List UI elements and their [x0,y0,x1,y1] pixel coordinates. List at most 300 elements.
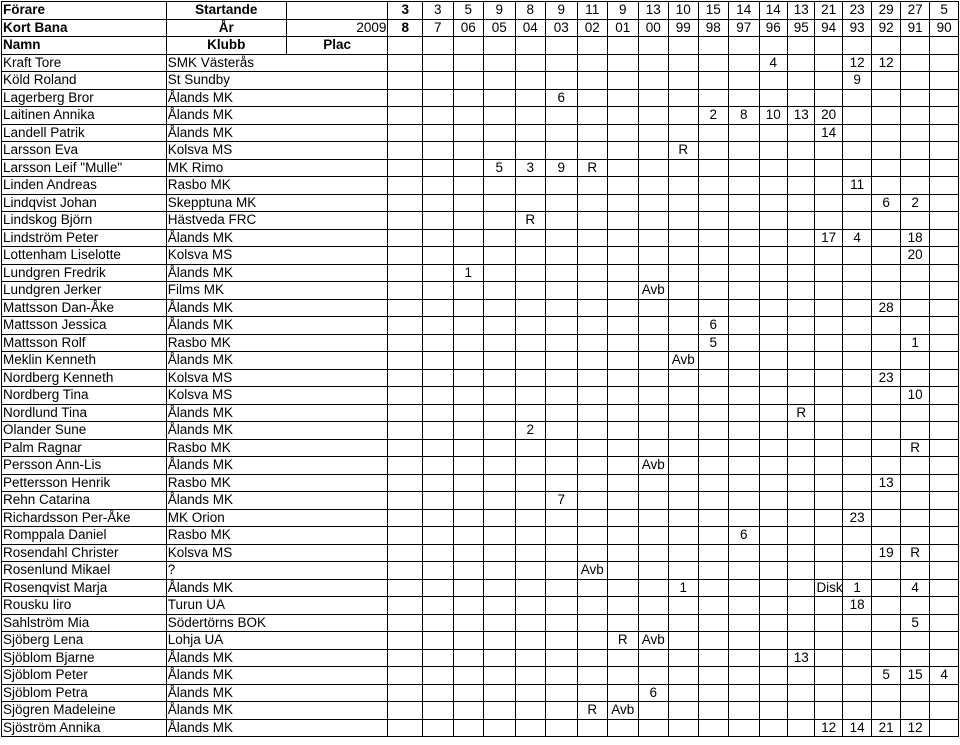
result-cell [815,492,842,510]
result-cell [577,474,608,492]
plac-empty-cell [698,37,729,55]
result-cell [930,562,959,580]
result-cell [930,317,959,335]
table-row [2,527,959,545]
result-cell [787,177,814,195]
result-cell [787,684,814,702]
result-cell [515,457,546,475]
result-cell [484,212,516,230]
plac-empty-cell [388,37,423,55]
result-cell [546,124,578,142]
result-cell [669,492,698,510]
driver-name: Rehn Catarina [2,492,167,510]
starters-count-cell: 10 [669,2,698,20]
result-cell [900,282,929,300]
result-cell [546,562,578,580]
result-cell [388,597,423,615]
result-cell [388,387,423,405]
result-cell [698,527,729,545]
ar-header: År [166,19,286,37]
result-cell [453,684,484,702]
result-cell [842,89,871,107]
starters-count-cell: 8 [515,2,546,20]
result-cell [453,124,484,142]
result-cell: 9 [546,159,578,177]
result-cell [577,299,608,317]
result-cell [900,509,929,527]
result-cell [608,422,639,440]
result-cell [577,282,608,300]
result-cell [815,194,842,212]
result-cell [546,194,578,212]
result-cell [515,579,546,597]
result-cell: 1 [842,579,871,597]
result-cell: R [900,439,929,457]
result-cell: 5 [872,667,900,685]
plac-header: Plac [286,37,388,55]
result-cell: Avb [638,632,669,650]
club-name: Kolsva MS [166,247,388,265]
result-cell: 21 [872,719,900,737]
result-cell [423,474,454,492]
result-cell [872,614,900,632]
result-cell [388,422,423,440]
result-cell [815,597,842,615]
result-cell [453,334,484,352]
result-cell [453,352,484,370]
result-cell [698,457,729,475]
result-cell [388,352,423,370]
result-cell [930,229,959,247]
result-cell [515,527,546,545]
result-cell [872,247,900,265]
result-cell [759,387,787,405]
result-cell [388,177,423,195]
result-cell [515,299,546,317]
result-cell [388,702,423,720]
result-cell [546,614,578,632]
result-cell [546,579,578,597]
result-cell [638,369,669,387]
plac-empty-cell [453,37,484,55]
result-cell [515,177,546,195]
driver-name: Lundgren Fredrik [2,264,167,282]
result-cell [759,422,787,440]
table-row [2,124,959,142]
result-cell [787,72,814,90]
table-row [2,317,959,335]
result-cell [872,404,900,422]
driver-name: Lindström Peter [2,229,167,247]
result-cell [453,369,484,387]
result-cell [546,527,578,545]
result-cell [638,352,669,370]
result-cell [930,439,959,457]
result-cell [484,89,516,107]
result-cell [546,597,578,615]
result-cell: 13 [872,474,900,492]
result-cell [388,649,423,667]
club-name: Ålands MK [166,107,388,125]
result-cell [669,317,698,335]
result-cell [669,177,698,195]
result-cell [423,142,454,160]
result-cell [729,474,760,492]
club-name: Rasbo MK [166,439,388,457]
club-name: Ålands MK [166,579,388,597]
result-cell [872,124,900,142]
driver-name: Kraft Tore [2,54,167,72]
result-cell [815,142,842,160]
result-cell [388,509,423,527]
result-cell [759,142,787,160]
result-cell [577,579,608,597]
result-cell [608,649,639,667]
year-cell: 94 [815,19,842,37]
result-cell [729,597,760,615]
result-cell [423,177,454,195]
result-cell: R [577,702,608,720]
result-cell [872,492,900,510]
result-cell: 4 [842,229,871,247]
result-cell [546,212,578,230]
table-row [2,264,959,282]
result-cell [484,474,516,492]
driver-name: Köld Roland [2,72,167,90]
result-cell [900,457,929,475]
club-name: Ålands MK [166,684,388,702]
starters-count-cell: 13 [638,2,669,20]
year-cell: 95 [787,19,814,37]
result-cell [515,474,546,492]
result-cell [515,544,546,562]
result-cell [729,387,760,405]
result-cell [669,527,698,545]
year-cell: 7 [423,19,454,37]
result-cell [484,439,516,457]
result-cell [453,562,484,580]
result-cell: 12 [872,54,900,72]
result-cell [453,474,484,492]
result-cell [453,282,484,300]
forare-header: Förare [2,2,167,20]
result-cell [872,439,900,457]
result-cell [669,702,698,720]
driver-name: Mattsson Dan-Åke [2,299,167,317]
result-cell [759,544,787,562]
result-cell [453,632,484,650]
result-cell [453,527,484,545]
plac-empty-cell [842,37,871,55]
club-name: Rasbo MK [166,474,388,492]
result-cell: R [900,544,929,562]
result-cell [577,719,608,737]
result-cell [698,544,729,562]
result-cell [787,544,814,562]
result-cell [815,527,842,545]
result-cell [729,649,760,667]
driver-name: Larsson Leif "Mulle" [2,159,167,177]
blank-header [286,2,388,20]
club-name: Skepptuna MK [166,194,388,212]
result-cell [515,439,546,457]
result-cell [484,177,516,195]
table-row [2,614,959,632]
result-cell [669,299,698,317]
result-cell [759,352,787,370]
result-cell [423,194,454,212]
result-cell [669,124,698,142]
result-cell [930,247,959,265]
result-cell [900,527,929,545]
table-row [2,89,959,107]
club-name: ? [166,562,388,580]
result-cell [638,89,669,107]
header-row-1 [2,2,959,20]
club-name: Rasbo MK [166,177,388,195]
result-cell: 10 [900,387,929,405]
result-cell [453,649,484,667]
starters-count-cell: 9 [608,2,639,20]
result-cell [423,684,454,702]
result-cell [872,107,900,125]
year-cell: 04 [515,19,546,37]
result-cell: 6 [698,317,729,335]
result-cell: 3 [515,159,546,177]
result-cell [787,457,814,475]
result-cell [546,334,578,352]
result-cell [759,124,787,142]
result-cell [787,229,814,247]
result-cell [388,299,423,317]
club-name: Lohja UA [166,632,388,650]
result-cell [669,509,698,527]
result-cell [484,387,516,405]
club-name: Ålands MK [166,229,388,247]
plac-empty-cell [638,37,669,55]
table-row [2,404,959,422]
result-cell [930,404,959,422]
starters-count-cell: 11 [577,2,608,20]
result-cell [815,159,842,177]
result-cell [669,544,698,562]
result-cell [388,89,423,107]
result-cell [842,544,871,562]
result-cell [842,614,871,632]
result-cell [815,614,842,632]
result-cell [638,614,669,632]
result-cell [815,369,842,387]
result-cell [729,684,760,702]
result-cell [842,474,871,492]
result-cell [453,229,484,247]
result-cell [815,89,842,107]
result-cell: 23 [842,509,871,527]
result-cell [608,404,639,422]
result-cell [423,492,454,510]
year-cell: 96 [759,19,787,37]
result-cell [787,719,814,737]
result-cell [608,54,639,72]
result-cell [546,369,578,387]
result-cell [842,667,871,685]
result-cell [815,422,842,440]
table-row [2,369,959,387]
driver-name: Larsson Eva [2,142,167,160]
table-row [2,597,959,615]
result-cell [388,719,423,737]
result-cell [930,334,959,352]
result-cell [669,264,698,282]
result-cell [900,684,929,702]
result-cell [787,422,814,440]
result-cell [729,159,760,177]
result-cell [930,177,959,195]
result-cell [388,194,423,212]
result-cell [453,544,484,562]
result-cell [842,684,871,702]
result-cell [872,422,900,440]
result-cell [729,194,760,212]
driver-name: Rosenqvist Marja [2,579,167,597]
starters-count-cell: 27 [900,2,929,20]
result-cell [453,719,484,737]
result-cell [423,229,454,247]
result-cell [577,317,608,335]
result-cell: 19 [872,544,900,562]
result-cell [515,369,546,387]
result-cell [515,264,546,282]
result-cell [815,684,842,702]
result-cell: Avb [638,282,669,300]
result-cell [815,54,842,72]
result-cell [787,702,814,720]
club-name: Ålands MK [166,457,388,475]
result-cell [638,527,669,545]
result-cell [815,72,842,90]
result-cell: R [669,142,698,160]
plac-empty-cell [484,37,516,55]
club-name: St Sundby [166,72,388,90]
result-cell: 4 [930,667,959,685]
result-cell [842,212,871,230]
result-cell [669,54,698,72]
result-cell [698,369,729,387]
result-cell [608,334,639,352]
result-cell [608,352,639,370]
result-cell [423,544,454,562]
result-cell: 17 [815,229,842,247]
result-cell [930,579,959,597]
result-cell [787,299,814,317]
result-cell [842,527,871,545]
driver-name: Richardsson Per-Åke [2,509,167,527]
result-cell [815,702,842,720]
result-cell [388,247,423,265]
result-cell [515,247,546,265]
result-cell [669,632,698,650]
result-cell [872,317,900,335]
result-cell [698,352,729,370]
result-cell [787,527,814,545]
result-cell [577,439,608,457]
result-cell [930,159,959,177]
driver-name: Sjöblom Peter [2,667,167,685]
result-cell [759,614,787,632]
result-cell [484,509,516,527]
result-cell [930,492,959,510]
result-cell [484,492,516,510]
result-cell: 7 [546,492,578,510]
result-cell [787,474,814,492]
result-cell [388,562,423,580]
result-cell [669,72,698,90]
result-cell [608,527,639,545]
result-cell [388,107,423,125]
year-cell: 90 [930,19,959,37]
result-cell [423,317,454,335]
result-cell [669,422,698,440]
table-row [2,299,959,317]
result-cell [423,212,454,230]
result-cell [872,702,900,720]
result-cell [669,387,698,405]
result-cell [698,422,729,440]
result-cell [698,719,729,737]
result-cell [787,282,814,300]
result-cell [759,667,787,685]
result-cell [423,579,454,597]
result-cell: 5 [698,334,729,352]
result-cell [484,614,516,632]
result-cell [900,142,929,160]
result-cell [787,264,814,282]
result-cell [815,264,842,282]
result-cell [388,212,423,230]
result-cell [608,194,639,212]
table-row [2,229,959,247]
result-cell [930,194,959,212]
result-cell [546,649,578,667]
club-name: Films MK [166,282,388,300]
club-name: MK Rimo [166,159,388,177]
table-row [2,702,959,720]
result-cell [669,667,698,685]
result-cell [787,247,814,265]
result-cell [546,72,578,90]
club-name: Ålands MK [166,649,388,667]
result-cell [698,474,729,492]
result-cell [729,334,760,352]
result-cell [577,457,608,475]
result-cell: 14 [815,124,842,142]
result-cell [638,212,669,230]
driver-name: Persson Ann-Lis [2,457,167,475]
result-cell: 8 [729,107,760,125]
result-cell [872,89,900,107]
result-cell [453,177,484,195]
result-cell [930,597,959,615]
result-cell [930,124,959,142]
result-cell [842,352,871,370]
result-cell [872,212,900,230]
result-cell [515,54,546,72]
result-cell [759,194,787,212]
club-name: Hästveda FRC [166,212,388,230]
starters-count-cell: 9 [484,2,516,20]
result-cell [669,107,698,125]
result-cell [577,177,608,195]
